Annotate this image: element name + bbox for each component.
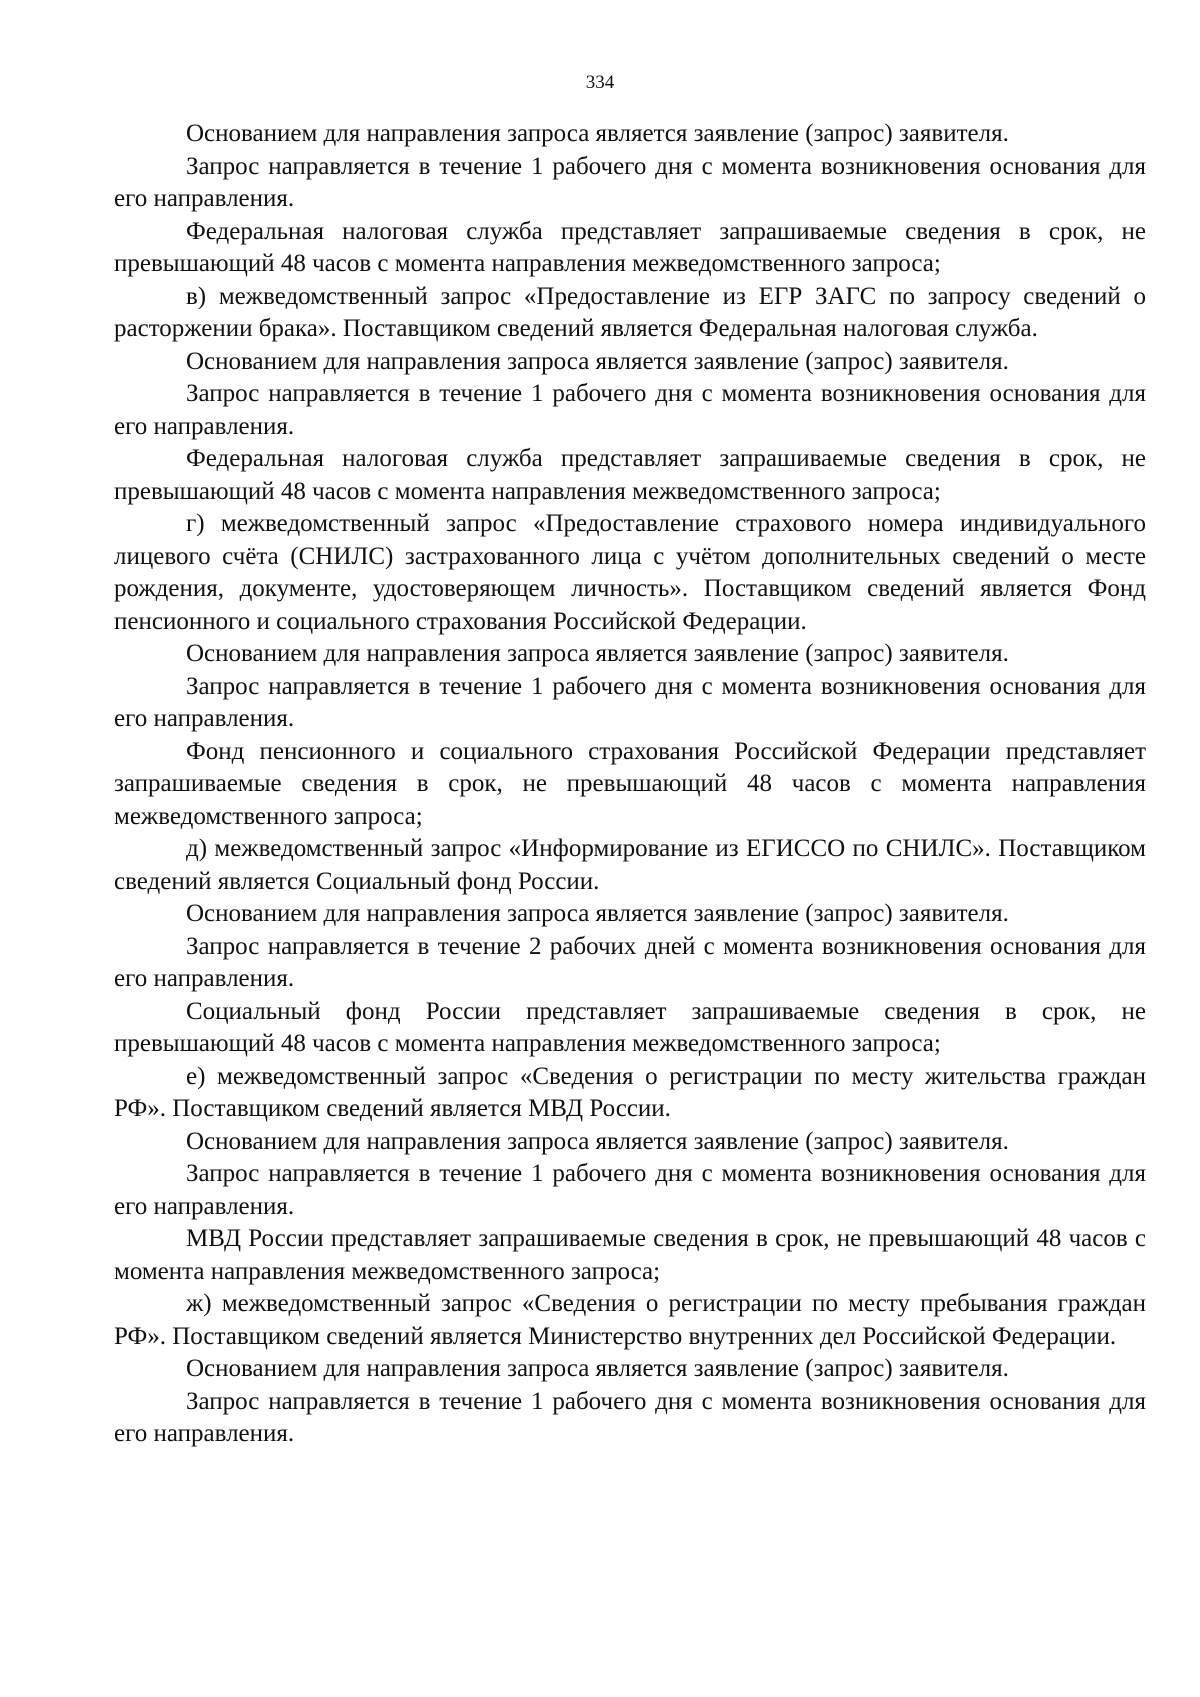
paragraph: Основанием для направления запроса является заявление (запрос) заявителя. <box>186 120 1009 147</box>
paragraph: Основанием для направления запроса является заявление (запрос) заявителя. <box>186 1355 1009 1382</box>
paragraph: Запрос направляется в течение 1 рабочего дня с момента возникновения основания для его направления. <box>114 672 1146 732</box>
paragraph: Запрос направляется в течение 1 рабочего дня с момента возникновения основания для его направления. <box>114 1160 1146 1220</box>
paragraph: Федеральная налоговая служба представляет запрашиваемые сведения в срок, не превышающий 48 часов с момента направления межведомственного запроса; <box>114 445 1146 505</box>
paragraph: Основанием для направления запроса является заявление (запрос) заявителя. <box>186 347 1009 375</box>
paragraph: Основанием для направления запроса является заявление (запрос) заявителя. <box>186 1127 1009 1155</box>
paragraph: Основанием для направления запроса является заявление (запрос) заявителя. <box>186 900 1009 927</box>
paragraph: г) межведомственный запрос «Предоставление страхового номера индивидуального лицевого счёта (СНИЛС) застрахованного лица с учётом дополнительных сведений о месте рождения, документе, удостоверяющем личность». Поставщиком сведений является Фонд пенсионного и социального страхования Российской Федерации. <box>114 510 1146 635</box>
paragraph: Запрос направляется в течение 1 рабочего дня с момента возникновения основания для его направления. <box>114 152 1146 212</box>
paragraph: в) межведомственный запрос «Предоставление из ЕГР ЗАГС по запросу сведений о расторжении брака». Поставщиком сведений является Федеральная налоговая служба. <box>114 282 1146 342</box>
paragraph: Запрос направляется в течение 2 рабочих дней с момента возникновения основания для его направления. <box>114 932 1146 992</box>
paragraph: Федеральная налоговая служба представляет запрашиваемые сведения в срок, не превышающий 48 часов с момента направления межведомственного запроса; <box>114 217 1146 277</box>
document-body <box>114 118 1146 1451</box>
paragraph: ж) межведомственный запрос «Сведения о регистрации по месту пребывания граждан РФ». Поставщиком сведений является Министерство внутренних дел Российской Федерации. <box>114 1290 1146 1350</box>
paragraph: Запрос направляется в течение 1 рабочего дня с момента возникновения основания для его направления. <box>114 1387 1146 1447</box>
page-number: 334 <box>585 72 615 93</box>
paragraph: Основанием для направления запроса является заявление (запрос) заявителя. <box>186 640 1009 667</box>
paragraph: Социальный фонд России представляет запрашиваемые сведения в срок, не превышающий 48 часов с момента направления межведомственного запроса; <box>114 997 1146 1057</box>
paragraph: Фонд пенсионного и социального страхования Российской Федерации представляет запрашиваемые сведения в срок, не превышающий 48 часов с момента направления межведомственного запроса; <box>114 737 1146 830</box>
paragraph: е) межведомственный запрос «Сведения о регистрации по месту жительства граждан РФ». Поставщиком сведений является МВД России. <box>114 1062 1146 1122</box>
paragraph: Запрос направляется в течение 1 рабочего дня с момента возникновения основания для его направления. <box>114 380 1146 440</box>
paragraph: МВД России представляет запрашиваемые сведения в срок, не превышающий 48 часов с момента направления межведомственного запроса; <box>114 1225 1146 1285</box>
paragraph: д) межведомственный запрос «Информирование из ЕГИССО по СНИЛС». Поставщиком сведений является Социальный фонд России. <box>114 835 1146 895</box>
